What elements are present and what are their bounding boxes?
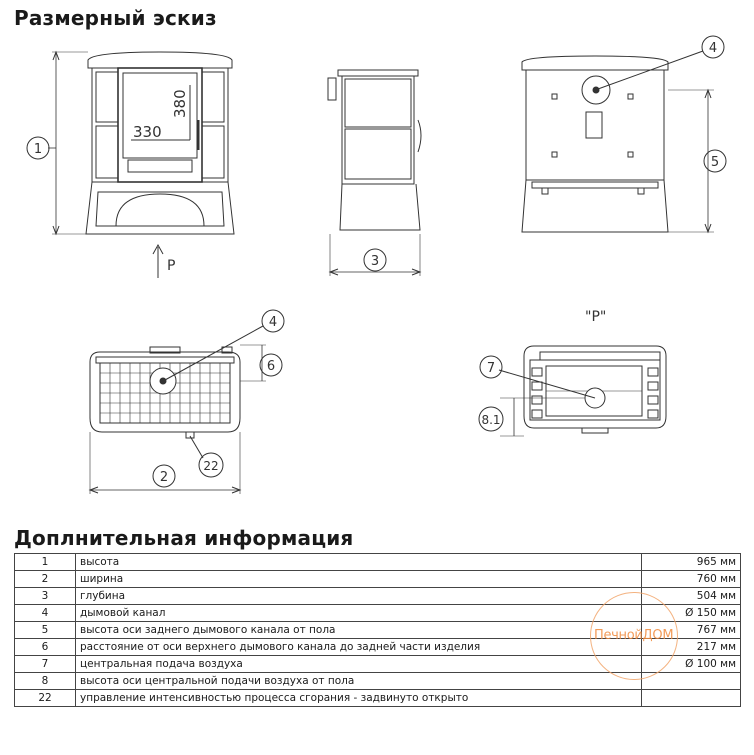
spec-description: центральная подача воздуха (76, 656, 642, 673)
info-title: Доплнительная информация (14, 526, 354, 550)
spec-number: 7 (15, 656, 76, 673)
view-p-marker: P (167, 258, 176, 274)
top-view (90, 310, 284, 494)
logo-text: ПечнойДОМ (594, 628, 674, 643)
spec-number: 2 (15, 571, 76, 588)
spec-description: глубина (76, 588, 642, 605)
dimension-drawing (0, 30, 754, 520)
spec-number: 22 (15, 690, 76, 707)
table-row (15, 571, 741, 588)
spec-number: 4 (15, 605, 76, 622)
rear-view (522, 36, 726, 232)
callout-2: 2 (159, 470, 169, 485)
callout-5: 5 (710, 155, 720, 170)
spec-number: 6 (15, 639, 76, 656)
spec-value (642, 673, 741, 690)
spec-value: 965 мм (642, 554, 741, 571)
side-view (328, 70, 421, 276)
table-row (15, 673, 741, 690)
spec-value: 760 мм (642, 571, 741, 588)
spec-value (642, 690, 741, 707)
callout-4-top: 4 (268, 315, 278, 330)
spec-description: высота оси заднего дымового канала от пола (76, 622, 642, 639)
spec-value: Ø 150 мм (642, 605, 741, 622)
callout-1: 1 (33, 142, 43, 157)
spec-value: Ø 100 мм (642, 656, 741, 673)
spec-description: расстояние от оси верхнего дымового канала до задней части изделия (76, 639, 642, 656)
spec-value: 767 мм (642, 622, 741, 639)
table-row (15, 690, 741, 707)
table-row (15, 639, 741, 656)
sketch-title: Размерный эскиз (14, 6, 217, 30)
spec-description: дымовой канал (76, 605, 642, 622)
callout-7: 7 (486, 361, 496, 376)
callout-3: 3 (370, 254, 380, 269)
spec-description: управление интенсивностью процесса сгорания - задвинуто открыто (76, 690, 642, 707)
bottom-view (479, 346, 666, 436)
spec-table (14, 553, 741, 707)
table-row (15, 622, 741, 639)
spec-description: высота (76, 554, 642, 571)
spec-description: ширина (76, 571, 642, 588)
table-row (15, 605, 741, 622)
callout-22: 22 (203, 459, 219, 473)
callout-4-rear: 4 (708, 41, 718, 56)
door-width-label: 330 (133, 123, 162, 141)
view-p-title: "P" (585, 309, 607, 325)
spec-number: 8 (15, 673, 76, 690)
callout-8-1: 8.1 (481, 413, 501, 427)
front-view (27, 52, 234, 278)
spec-value: 217 мм (642, 639, 741, 656)
table-row (15, 588, 741, 605)
spec-number: 3 (15, 588, 76, 605)
spec-number: 5 (15, 622, 76, 639)
table-row (15, 554, 741, 571)
spec-number: 1 (15, 554, 76, 571)
door-height-label: 380 (171, 89, 189, 118)
table-row (15, 656, 741, 673)
spec-value: 504 мм (642, 588, 741, 605)
callout-6: 6 (266, 359, 276, 374)
spec-description: высота оси центральной подачи воздуха от пола (76, 673, 642, 690)
